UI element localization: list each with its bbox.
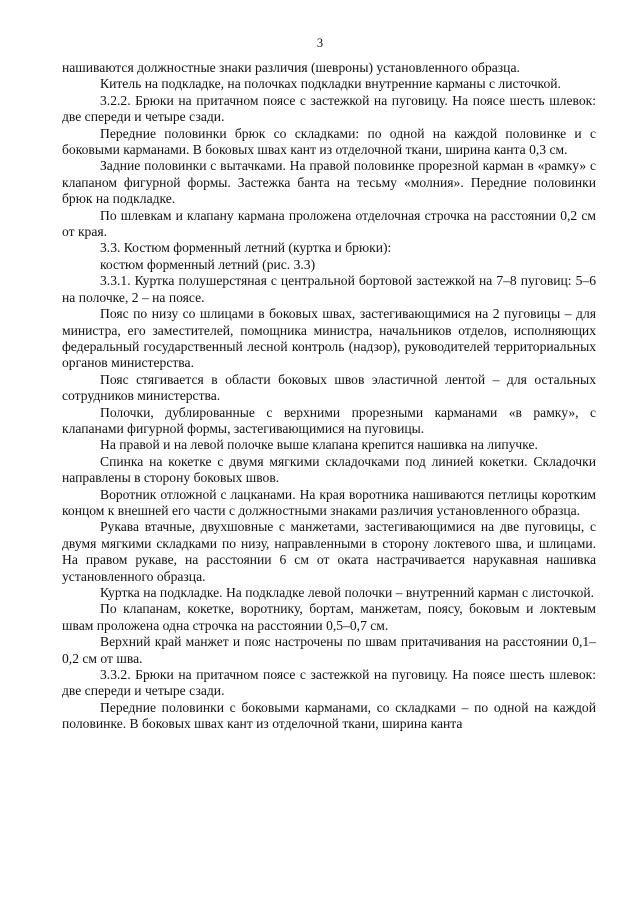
paragraph: Пояс по низу со шлицами в боковых швах, застегивающимися на 2 пуговицы – для министра, его заместителей, помощника министра, начальников отделов, исполняющих федеральный государственный лесной контроль (надзор), руководителей территориальных органов министерства. bbox=[62, 306, 596, 371]
paragraph: По шлевкам и клапану кармана проложена отделочная строчка на расстоянии 0,2 см от края. bbox=[62, 207, 596, 240]
paragraph: 3.3.2. Брюки на притачном поясе с застежкой на пуговицу. На поясе шесть шлевок: две спереди и четыре сзади. bbox=[62, 667, 596, 699]
section-heading: 3.3. Костюм форменный летний (куртка и брюки): bbox=[100, 240, 392, 256]
paragraph: Спинка на кокетке с двумя мягкими складочками под линией кокетки. Складочки направлены в сторону боковых швов. bbox=[62, 453, 596, 486]
document-body bbox=[62, 60, 596, 733]
paragraph: По клапанам, кокетке, воротнику, бортам, манжетам, поясу, боковым и локтевым швам проложена одна строчка на расстоянии 0,5–0,7 см. bbox=[62, 601, 596, 633]
paragraph: Верхний край манжет и пояс настрочены по швам притачивания на расстоянии 0,1–0,2 см от шва. bbox=[62, 634, 596, 666]
paragraph: Передние половинки с боковыми карманами, со складками – по одной на каждой половинке. В боковых швах кант из отделочной ткани, ширина канта bbox=[62, 699, 596, 732]
paragraph: На правой и на левой полочке выше клапана крепится нашивка на липучке. bbox=[100, 437, 538, 453]
page-number: 3 bbox=[316, 36, 324, 50]
paragraph: нашиваются должностные знаки различия (шевроны) установленного образца. bbox=[62, 60, 520, 75]
paragraph: Пояс стягивается в области боковых швов эластичной лентой – для остальных сотрудников министерства. bbox=[62, 371, 596, 404]
paragraph: 3.2.2. Брюки на притачном поясе с застежкой на пуговицу. На поясе шесть шлевок: две спереди и четыре сзади. bbox=[62, 92, 596, 125]
paragraph: Задние половинки с вытачками. На правой половинке прорезной карман в «рамку» с клапаном фигурной формы. Застежка банта на тесьму «молния». Передние половинки брюк на подкладке. bbox=[62, 158, 596, 207]
paragraph: Передние половинки брюк со складками: по одной на каждой половинке и с боковыми карманами. В боковых швах кант из отделочной ткани, ширина канта 0,3 см. bbox=[62, 125, 596, 158]
paragraph: Китель на подкладке, на полочках подкладки внутренние карманы с листочкой. bbox=[100, 76, 561, 92]
paragraph: Рукава втачные, двухшовные с манжетами, застегивающимися на две пуговицы, с двумя мягкими складками по низу, направленными в сторону локтевого шва, и шлицами. На правом рукаве, на расстоянии 6 см от оката настрачивается нарукавная нашивка установленного образца. bbox=[62, 519, 596, 584]
paragraph: Куртка на подкладке. На подкладке левой полочки – внутренний карман с листочкой. bbox=[100, 585, 595, 600]
paragraph: 3.3.1. Куртка полушерстяная с центральной бортовой застежкой на 7–8 пуговиц: 5–6 на полочке, 2 – на поясе. bbox=[62, 273, 596, 305]
paragraph: Воротник отложной с лацканами. На края воротника нашиваются петлицы коротким концом к внешней его части с должностными знаками различия установленного образца. bbox=[62, 486, 596, 518]
paragraph: костюм форменный летний (рис. 3.3) bbox=[100, 256, 316, 272]
paragraph: Полочки, дублированные с верхними прорезными карманами «в рамку», с клапанами фигурной формы, застегивающимися на пуговицы. bbox=[62, 404, 596, 436]
